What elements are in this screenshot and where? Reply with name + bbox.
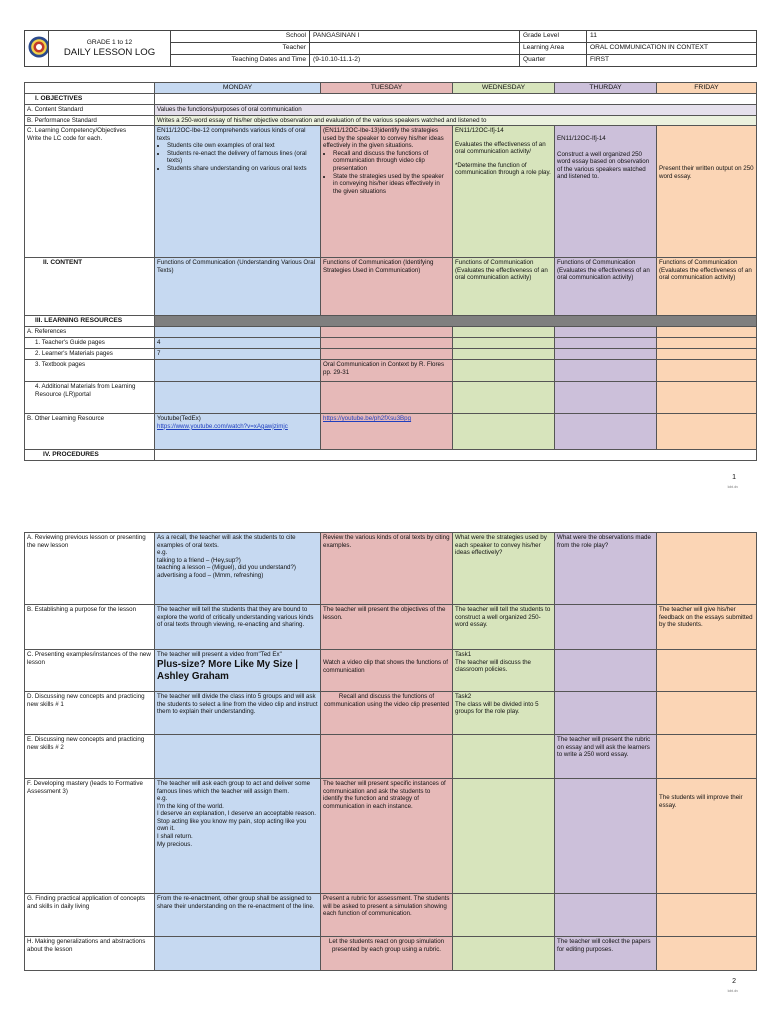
title-cell [49,31,171,67]
procedure-a-tuesday: Review the various kinds of oral texts by citing examples. [321,533,453,605]
procedure-d-task: Task2 [455,693,472,700]
competency-wednesday [453,126,555,258]
page-footer-1: lobi.dv [727,485,738,489]
competency-sublabel: Write the LC code for each. [27,134,103,142]
procedure-e-monday [155,735,321,779]
procedures-blank [155,450,757,461]
quarter-value: FIRST [587,55,757,67]
additional-wednesday [453,382,555,414]
list-item: • Students share understanding on various oral texts [167,165,318,173]
competency-tuesday-title: (EN11/12OC-Ibe-13)identify the strategies used by the speaker to convey his/her ideas effectively in the given situations. [323,127,444,150]
content-heading: II. CONTENT [25,258,155,316]
procedure-b-monday: The teacher will tell the students that they are bound to explore the world of critically understanding various kinds of oral texts through viewing, re-enacting and sharing. [155,605,321,650]
quarter-label: Quarter [520,55,587,67]
tg-pages-monday: 4 [155,338,321,349]
additional-tuesday [321,382,453,414]
procedure-g-friday [657,894,757,937]
content-wednesday: Functions of Communication (Evaluates the effectiveness of an oral communication activity) [453,258,555,316]
procedure-f-thursday [555,779,657,894]
procedure-g-tuesday: Present a rubric for assessment. The students will be asked to present a simulation showing each function of communication. [321,894,453,937]
competency-wednesday-code: EN11/12OC-Ifj-14 [455,127,504,135]
page-number-2: 2 [732,978,736,985]
list-item: • Students cite own examples of oral text [167,142,318,150]
content-friday: Functions of Communication (Evaluates the effectiveness of an oral communication activity) [657,258,757,316]
procedure-row-e [25,735,757,779]
competency-wednesday-text2: *Determine the function of communication through a role play. [455,161,551,177]
additional-monday [155,382,321,414]
school-label: School [171,31,310,43]
procedure-row-c [25,650,757,692]
procedure-d-tuesday: Recall and discuss the functions of communication using the video clip presented [321,692,453,735]
day-thursday: THURDAY [555,83,657,94]
procedure-row-g [25,894,757,937]
procedure-f-wednesday [453,779,555,894]
procedure-b-tuesday: The teacher will present the objectives of the lesson. [321,605,453,650]
lm-pages-thursday [555,349,657,360]
objectives-heading: I. OBJECTIVES [25,94,155,105]
procedure-a-monday: As a recall, the teacher will ask the students to cite examples of oral texts. e.g. talking to a friend – (Hey,sup?) teaching a lesson – (Miguel), did you understand?) advertising a food – (Mmm, refreshing) [155,533,321,605]
procedure-h-wednesday [453,937,555,971]
day-tuesday: TUESDAY [321,83,453,94]
procedure-b-label: B. Establishing a purpose for the lesson [25,605,155,650]
document-title: DAILY LESSON LOG [63,46,156,58]
dates-label: Teaching Dates and Time [171,55,310,67]
procedure-d-wednesday-text: The class will be divided into 5 groups for the role play. [455,700,539,716]
procedure-c-wednesday-text: The teacher will discuss the classroom policies. [455,658,532,674]
procedure-f-friday [657,779,757,894]
textbook-friday [657,360,757,382]
youtube-link-tuesday[interactable]: https://youtube.be/ph2fXsu3Bpg [323,415,412,423]
lm-pages-friday [657,349,757,360]
resources-heading: III. LEARNING RESOURCES [25,316,155,327]
day-wednesday: WEDNESDAY [453,83,555,94]
list-item: • Recall and discuss the functions of communication through video clip presentation [333,150,450,173]
competency-monday-list [167,142,318,172]
content-standard-label: A. Content Standard [25,105,155,116]
tg-pages-label: 1. Teacher's Guide pages [25,338,155,349]
lm-pages-wednesday [453,349,555,360]
procedure-g-label: G. Finding practical application of concepts and skills in daily living [25,894,155,937]
references-wednesday [453,327,555,338]
procedure-row-a [25,533,757,605]
youtube-link-monday[interactable]: https://www.youtube.com/watch?v=xAgawjzimjc [157,422,288,430]
procedure-c-label: C. Presenting examples/instances of the new lesson [25,650,155,692]
procedure-h-thursday: The teacher will collect the papers for editing purposes. [555,937,657,971]
competency-tuesday [321,126,453,258]
video-title: Plus-size? More Like My Size | Ashley Graham [157,658,299,683]
procedure-row-h [25,937,757,971]
procedure-b-friday: The teacher will give his/her feedback on the essays submitted by the students. [657,605,757,650]
list-item: • State the strategies used by the speaker in conveying his/her ideas effectively in the given situations [333,173,450,196]
list-item: • Students re-enact the delivery of famous lines (oral texts) [167,150,318,165]
procedure-g-thursday [555,894,657,937]
references-thursday [555,327,657,338]
lm-pages-monday: 7 [155,349,321,360]
procedure-a-friday [657,533,757,605]
competency-label: C. Learning Competency/Objectives [27,127,127,135]
performance-standard-label: B. Performance Standard [25,115,155,126]
procedure-e-friday [657,735,757,779]
procedure-f-friday-text: The students will improve their essay. [659,794,743,809]
day-friday: FRIDAY [657,83,757,94]
competency-friday [657,126,757,258]
tg-pages-tuesday [321,338,453,349]
procedure-c-friday [657,650,757,692]
procedure-c-monday [155,650,321,692]
dates-value: (9-10.10-11.1-2) [310,55,520,67]
procedure-c-task: Task1 [455,651,472,658]
content-thursday: Functions of Communication (Evaluates the effectiveness of an oral communication activity) [555,258,657,316]
procedure-d-friday [657,692,757,735]
lesson-table-page-2 [24,532,757,971]
procedure-f-label: F. Developing mastery (leads to Formative Assessment 3) [25,779,155,894]
textbook-tuesday: Oral Communication in Context by R. Flores pp. 29-31 [321,360,453,382]
content-monday: Functions of Communication (Understanding Various Oral Texts) [155,258,321,316]
procedure-a-label: A. Reviewing previous lesson or presenting the new lesson [25,533,155,605]
references-tuesday [321,327,453,338]
procedure-row-b [25,605,757,650]
grade-level-label: Grade Level [520,31,587,43]
procedure-c-tuesday-text: Watch a video clip that shows the functions of communication [323,659,448,674]
competency-friday-text: Present their written output on 250 word essay. [659,165,754,180]
additional-thursday [555,382,657,414]
procedure-h-monday [155,937,321,971]
procedure-h-label: H. Making generalizations and abstractions about the lesson [25,937,155,971]
procedure-c-tuesday [321,650,453,692]
competency-thursday-code: EN11/12OC-Ifj-14 [557,135,606,143]
page-1 [0,0,768,490]
procedure-c-wednesday [453,650,555,692]
day-monday: MONDAY [155,83,321,94]
school-value: PANGASINAN I [310,31,520,43]
competency-monday [155,126,321,258]
lm-pages-label: 2. Learner's Materials pages [25,349,155,360]
tg-pages-wednesday [453,338,555,349]
other-resource-monday [155,414,321,450]
textbook-pages-label: 3. Textbook pages [25,360,155,382]
other-resource-tuesday [321,414,453,450]
grade-level-value: 11 [587,31,757,43]
day-header-row [25,83,757,94]
page-number-1: 1 [732,474,736,481]
procedure-e-tuesday [321,735,453,779]
procedure-row-d [25,692,757,735]
other-resource-friday [657,414,757,450]
competency-label-cell [25,126,155,258]
procedure-f-tuesday: The teacher will present specific instances of communication and ask the students to identify the function and strategy of communication in each instance. [321,779,453,894]
performance-standard-value: Writes a 250-word essay of his/her objective observation and evaluation of the various speakers watched and listened to [155,115,757,126]
lesson-table-page-1 [24,82,757,461]
empty-corner [25,83,155,94]
procedure-d-label: D. Discussing new concepts and practicing new skills # 1 [25,692,155,735]
additional-friday [657,382,757,414]
other-resource-thursday [555,414,657,450]
procedure-g-monday: From the re-enactment, other group shall be assigned to share their understanding on the re-enactment of the line. [155,894,321,937]
page-footer-2: lobi.dv [727,989,738,993]
other-resource-wednesday [453,414,555,450]
deped-seal-icon [28,36,49,58]
objectives-blank [155,94,757,105]
page-2 [0,512,768,1024]
competency-wednesday-text: Evaluates the effectiveness of an oral communication activity/ [455,140,546,156]
additional-materials-label: 4. Additional Materials from Learning Resource (LR)portal [25,382,155,414]
logo-cell [25,31,49,67]
competency-thursday-text: Construct a well organized 250 word essay based on observation of the various speakers watched and listened to. [557,150,650,181]
textbook-monday [155,360,321,382]
youtube-label: Youtube(TedEx) [157,415,201,423]
procedure-g-wednesday [453,894,555,937]
procedure-d-monday: The teacher will divide the class into 5 groups and will ask the students to select a line from the video clip and instruct them to explain their understanding. [155,692,321,735]
learning-area-label: Learning Area [520,43,587,55]
procedure-e-wednesday [453,735,555,779]
teacher-label: Teacher [171,43,310,55]
textbook-wednesday [453,360,555,382]
resources-bar [155,316,757,327]
competency-monday-title: EN11/12OC-Ibe-12 comprehends various kinds of oral texts [157,127,306,142]
procedure-d-thursday [555,692,657,735]
procedure-f-monday: The teacher will ask each group to act and deliver some famous lines which the teacher will assign them. e.g. I'm the king of the world. I deserve an explanation, I deserve an acceptable reason. Stop acting like you know my pain, stop acting like you own it. I shall return. My precious. [155,779,321,894]
procedure-row-f [25,779,757,894]
procedure-a-thursday: What were the observations made from the role play? [555,533,657,605]
other-resource-label: B. Other Learning Resource [25,414,155,450]
learning-area-value: ORAL COMMUNICATION IN CONTEXT [587,43,757,55]
procedure-d-wednesday [453,692,555,735]
header-table [24,30,757,67]
procedure-e-label: E. Discussing new concepts and practicing new skills # 2 [25,735,155,779]
references-monday [155,327,321,338]
content-tuesday: Functions of Communication (Identifying Strategies Used in Communication) [321,258,453,316]
procedure-b-wednesday: The teacher will tell the students to construct a well organized 250-word essay. [453,605,555,650]
procedure-c-monday-text: The teacher will present a video from"Ted Ex" [157,651,282,658]
content-standard-value: Values the functions/purposes of oral communication [155,105,757,116]
references-label: A. References [25,327,155,338]
procedure-h-friday [657,937,757,971]
procedure-a-wednesday: What were the strategies used by each speaker to convey his/her ideas effectively? [453,533,555,605]
textbook-thursday [555,360,657,382]
lm-pages-tuesday [321,349,453,360]
tg-pages-thursday [555,338,657,349]
procedures-heading: IV. PROCEDURES [25,450,155,461]
procedure-c-thursday [555,650,657,692]
procedure-b-thursday [555,605,657,650]
grade-range: GRADE 1 to 12 [86,38,133,46]
procedure-e-thursday: The teacher will present the rubric on essay and will ask the learners to write a 250 word essay. [555,735,657,779]
competency-tuesday-list [333,150,450,195]
procedure-h-tuesday: Let the students react on group simulation presented by each group using a rubric. [321,937,453,971]
references-friday [657,327,757,338]
competency-thursday [555,126,657,258]
teacher-value [310,43,520,55]
tg-pages-friday [657,338,757,349]
